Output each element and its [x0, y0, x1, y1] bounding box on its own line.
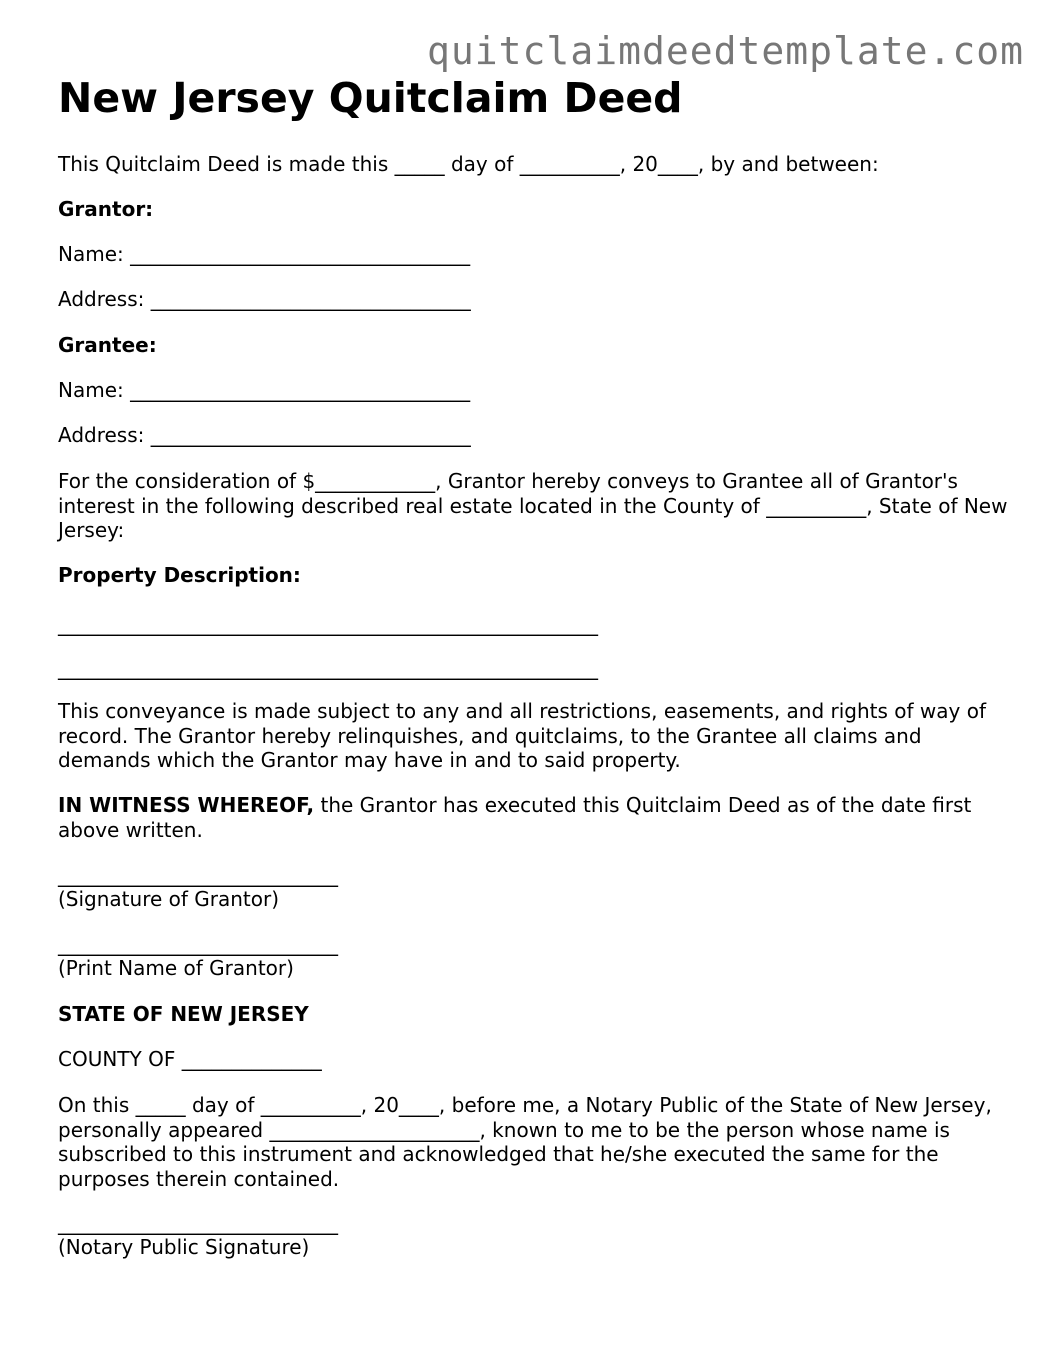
grantor-signature-label: (Signature of Grantor): [58, 887, 280, 911]
grantee-name-field: Name: __________________________________: [58, 378, 471, 402]
notary-paragraph: On this _____ day of __________, 20____, before me, a Notary Public of the State of New Jersey, personally appeared _____________________, known to me to be the person whose name is subscribed to this instrument and acknowledged that he/she executed the same for the purposes therein contained.: [58, 1093, 999, 1191]
property-description-heading: Property Description:: [58, 563, 301, 587]
county-field: COUNTY OF ______________: [58, 1047, 322, 1071]
notary-signature-line: ____________________________: [58, 1211, 338, 1235]
consideration-paragraph: For the consideration of $____________, Grantor hereby conveys to Grantee all of Grantor's interest in the following described real estate located in the County of __________, State of New Jersey:: [58, 469, 1014, 542]
state-heading: STATE OF NEW JERSEY: [58, 1002, 309, 1026]
grantor-signature-line: ____________________________: [58, 863, 338, 887]
site-watermark: quitclaimdeedtemplate.com: [427, 29, 1024, 73]
conveyance-paragraph: This conveyance is made subject to any and all restrictions, easements, and rights of way of record. The Grantor hereby relinquishes, and quitclaims, to the Grantee all claims and demands which the Grantor may have in and to said property.: [58, 699, 993, 772]
grantor-heading: Grantor:: [58, 197, 154, 221]
property-description-line-2: ______________________________________________________: [58, 656, 598, 680]
grantor-print-name-line: ____________________________: [58, 932, 338, 956]
intro-paragraph: This Quitclaim Deed is made this _____ day of __________, 20____, by and between:: [58, 152, 879, 176]
grantor-address-field: Address: ________________________________: [58, 287, 471, 311]
witness-lead: IN WITNESS WHEREOF,: [58, 793, 315, 817]
page-title: New Jersey Quitclaim Deed: [58, 74, 683, 122]
grantor-name-field: Name: __________________________________: [58, 242, 471, 266]
witness-rest: the Grantor has executed this Quitclaim Deed as of the date first above written.: [58, 793, 978, 842]
grantee-address-field: Address: ________________________________: [58, 423, 471, 447]
grantor-print-name-label: (Print Name of Grantor): [58, 956, 294, 980]
witness-paragraph: [58, 793, 1008, 842]
grantee-heading: Grantee:: [58, 333, 157, 357]
property-description-line-1: ______________________________________________________: [58, 612, 598, 636]
notary-signature-label: (Notary Public Signature): [58, 1235, 310, 1259]
